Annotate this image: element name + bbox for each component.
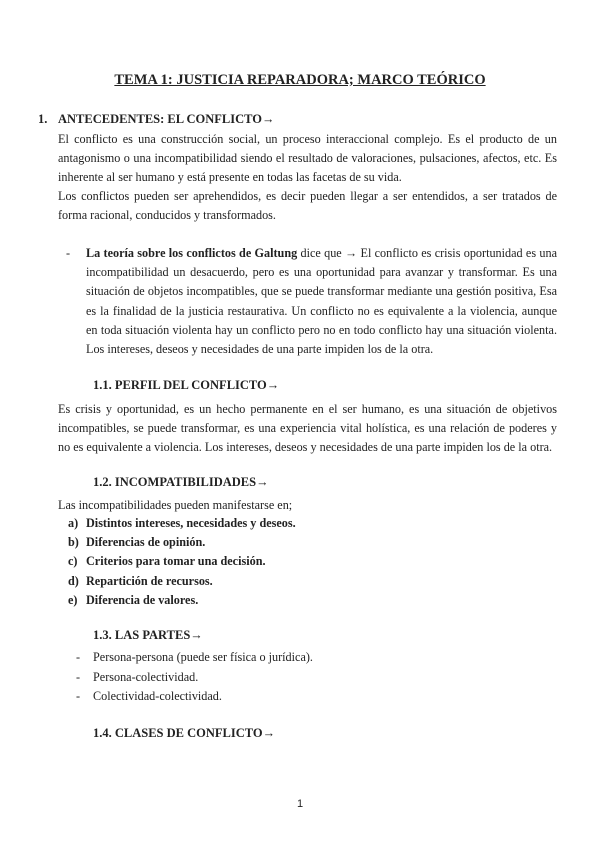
document-title: TEMA 1: JUSTICIA REPARADORA; MARCO TEÓRICO bbox=[114, 72, 486, 88]
list-marker: b) bbox=[68, 535, 79, 550]
list-item bbox=[68, 572, 296, 591]
list-marker: - bbox=[76, 650, 81, 664]
section-1-1-paragraph: Es crisis y oportunidad, es un hecho permanente en el ser humano, es una situación de objetivos incompatibles, se puede transformar, es una experiencia vital holística, es una relación de poderes y no es equivalente a violencia. Los intereses, deseos y necesidades de una parte impiden los de la otra. bbox=[58, 402, 557, 455]
list-item bbox=[68, 533, 296, 552]
list-marker: a) bbox=[68, 516, 79, 530]
section-1-4-heading: 1.4. CLASES DE CONFLICTO→ bbox=[93, 726, 276, 740]
galtung-body: dice que → El conflicto es crisis oportunidad es una incompatibilidad un desacuerdo, pero es una oportunidad para avanzar y transformar. Es una situación de objetos incompatibles, que se puede transformar mediante una gestión positiva, Esa es la finalidad de la justicia restaurativa. Un conflicto no es equivalente a la violencia, aunque en toda situación violenta hay un conflicto pero no en todo conflicto hay una situación violenta. Los intereses, deseos y necesidades de una parte impiden los de la otra. bbox=[86, 246, 557, 357]
list-item-text: Diferencia de valores. bbox=[86, 592, 199, 607]
list-item-text: Diferencias de opinión. bbox=[86, 535, 206, 550]
page-number: 1 bbox=[296, 798, 304, 810]
list-item-text: Colectividad-colectividad. bbox=[93, 689, 222, 703]
section-1-3-heading: 1.3. LAS PARTES→ bbox=[93, 628, 203, 642]
list-marker: - bbox=[76, 689, 81, 703]
list-item-text: Distintos intereses, necesidades y deseos. bbox=[86, 516, 296, 530]
list-marker: d) bbox=[68, 573, 79, 588]
galtung-bullet bbox=[66, 244, 557, 359]
list-marker: c) bbox=[68, 554, 78, 569]
parties-list bbox=[76, 648, 313, 707]
list-item bbox=[76, 668, 313, 688]
galtung-dash-marker: - bbox=[66, 246, 71, 260]
section-1-2-heading: 1.2. INCOMPATIBILIDADES→ bbox=[93, 475, 269, 489]
section-1-paragraph-1: El conflicto es una construcción social, un proceso interaccional complejo. Es el producto de un antagonismo o una incompatibilidad siendo el resultado de valoraciones, pulsaciones, afectos, etc. Es inherente al ser humano y está presente en todas las facetas de su vida. bbox=[58, 132, 557, 185]
list-item-text: Criterios para tomar una decisión. bbox=[86, 554, 266, 569]
list-item-text: Repartición de recursos. bbox=[86, 573, 213, 588]
section-1-1-heading: 1.1. PERFIL DEL CONFLICTO→ bbox=[93, 378, 280, 392]
list-marker: - bbox=[76, 669, 81, 684]
incompatibilities-list bbox=[68, 514, 296, 610]
list-item bbox=[68, 552, 296, 571]
section-1-2-intro: Las incompatibilidades pueden manifestarse en; bbox=[58, 498, 293, 512]
list-item bbox=[76, 687, 313, 707]
list-item bbox=[68, 591, 296, 610]
section-1-number: 1. bbox=[38, 112, 48, 126]
section-1-paragraph-2: Los conflictos pueden ser aprehendidos, es decir pueden llegar a ser entendidos, a ser tratados de forma racional, conducidos y transformados. bbox=[58, 189, 557, 223]
list-item bbox=[76, 648, 313, 668]
list-item-text: Persona-colectividad. bbox=[93, 669, 199, 684]
section-1-heading bbox=[38, 112, 275, 127]
galtung-paragraph bbox=[86, 244, 557, 359]
list-item bbox=[68, 514, 296, 533]
list-item-text: Persona-persona (puede ser física o jurídica). bbox=[93, 650, 313, 664]
list-marker: e) bbox=[68, 592, 78, 607]
galtung-bold-lead: La teoría sobre los conflictos de Galtung bbox=[86, 246, 298, 260]
section-1-title: ANTECEDENTES: EL CONFLICTO→ bbox=[58, 112, 275, 126]
